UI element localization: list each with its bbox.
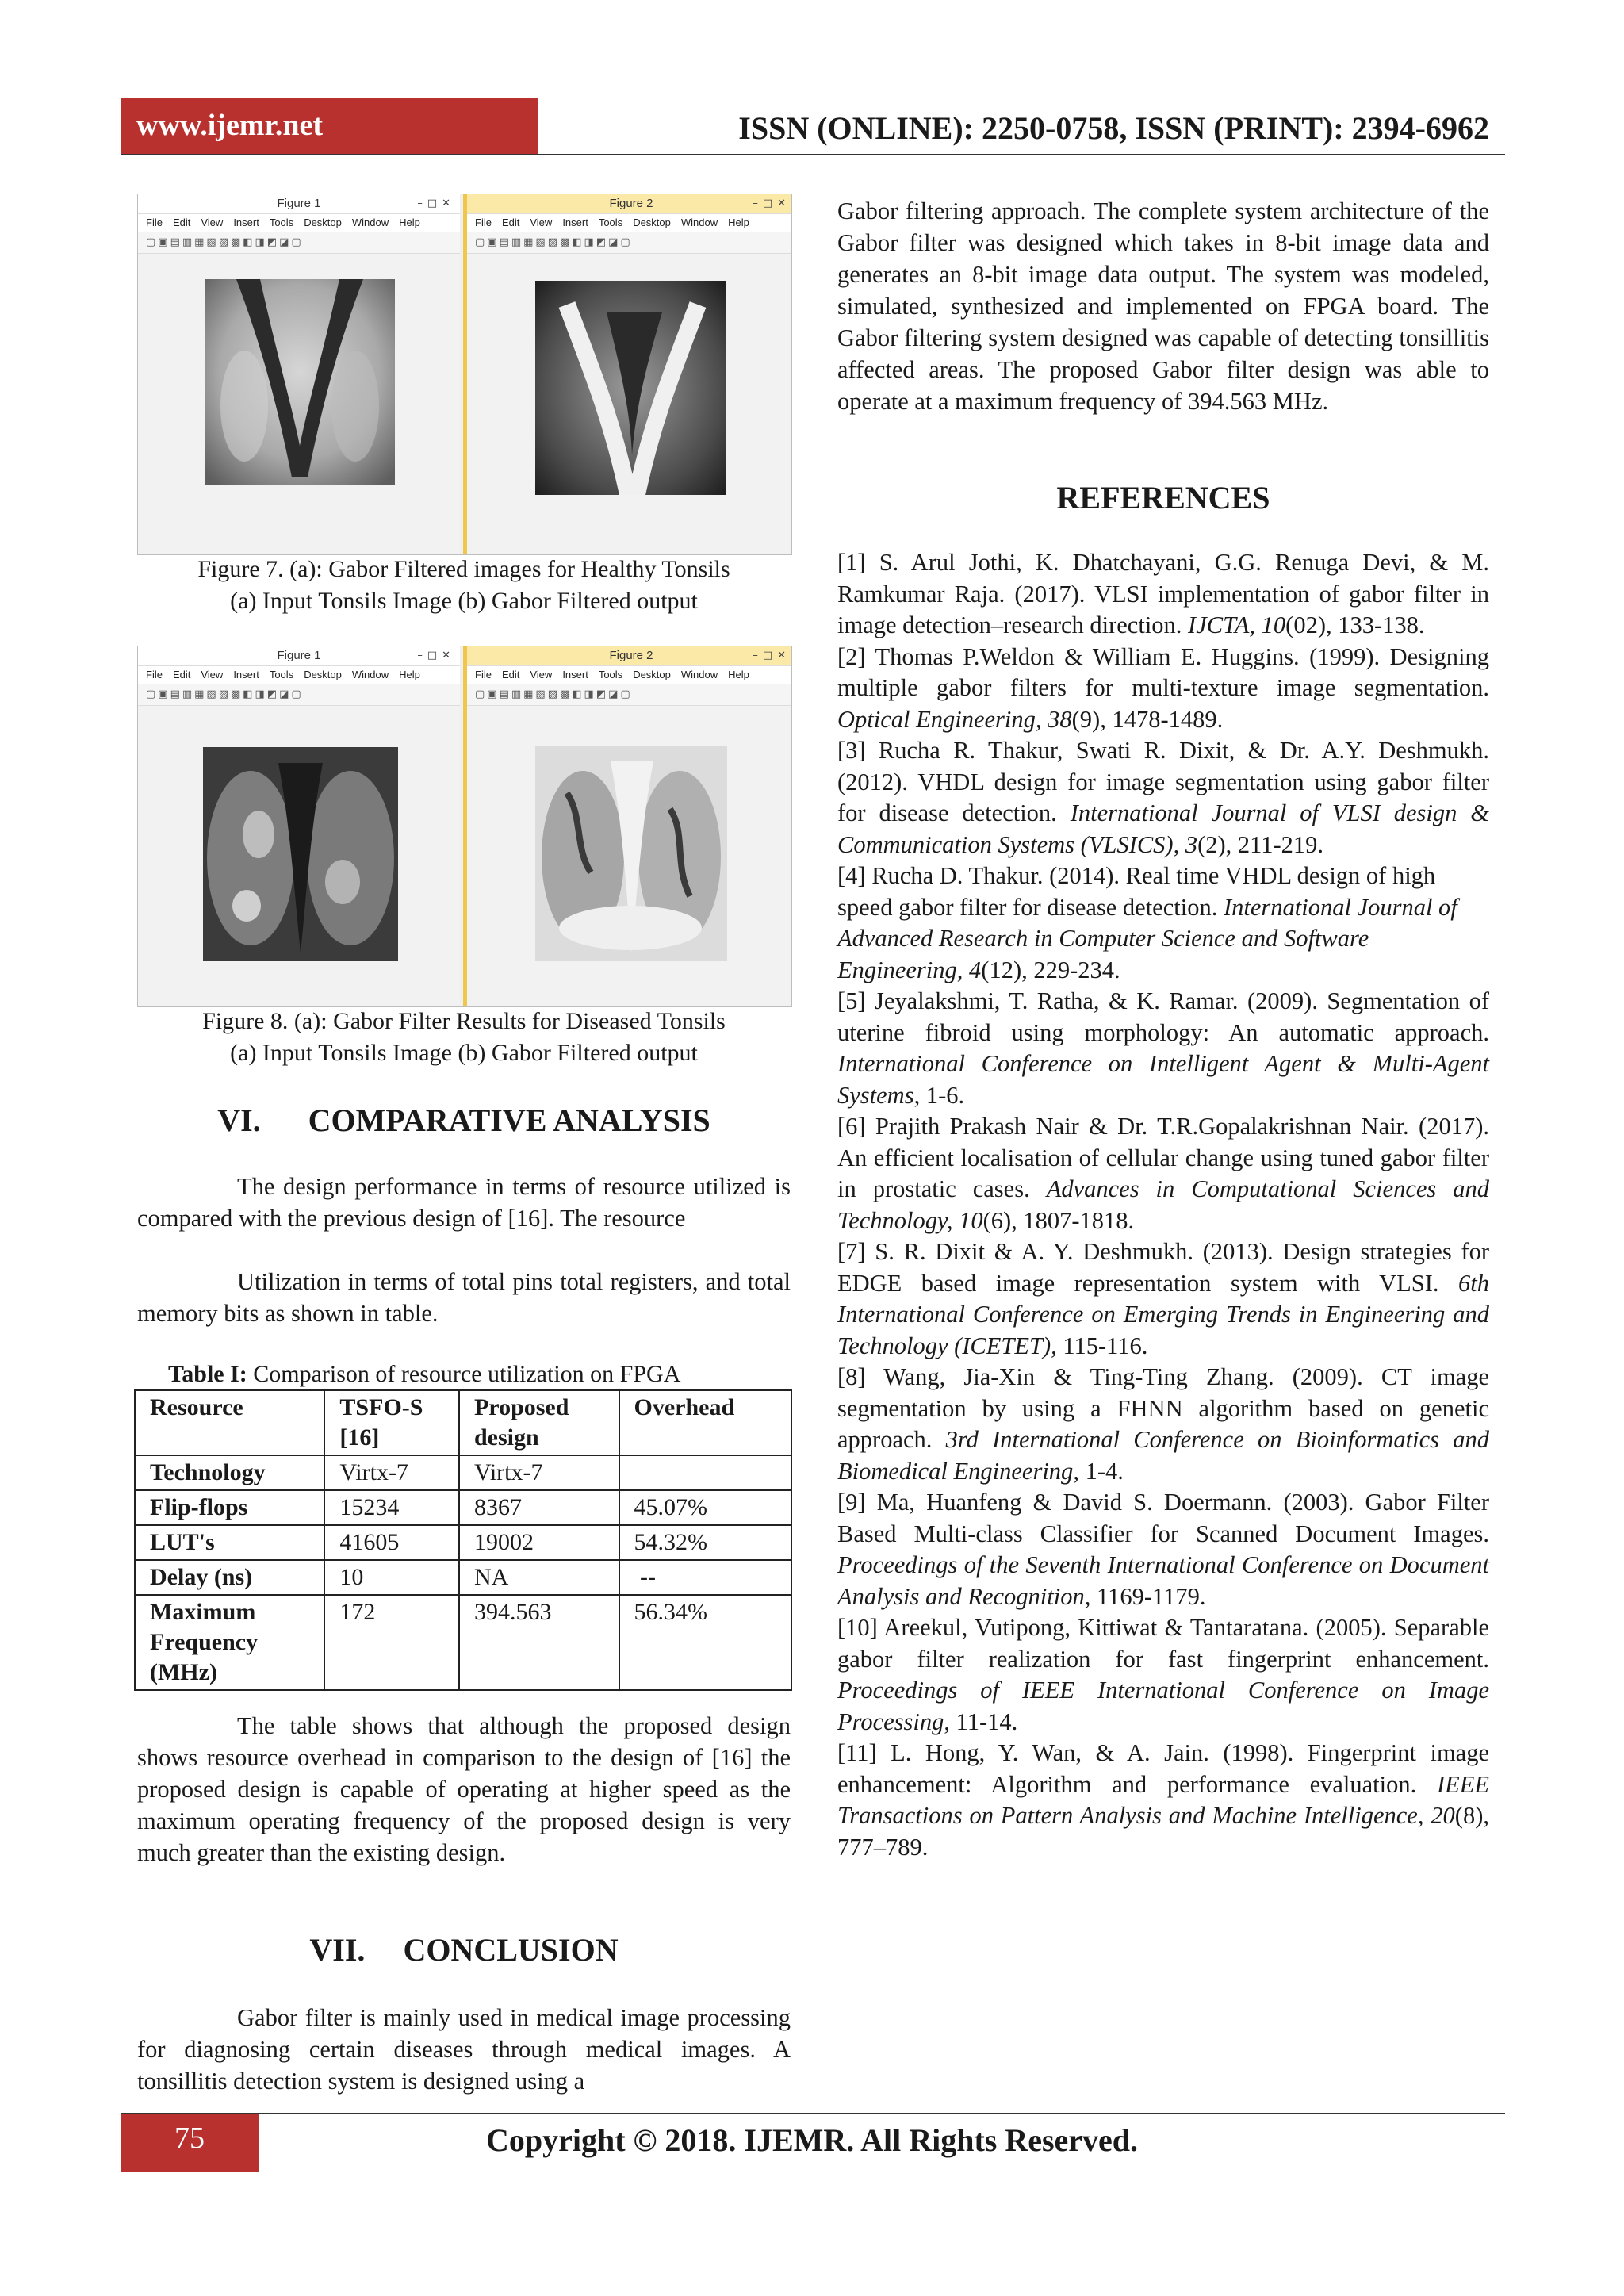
plot-area [467, 254, 792, 554]
reference-item [837, 1487, 1489, 1612]
window-title: Figure 2 [467, 194, 792, 214]
menu-insert: Insert [233, 217, 259, 228]
menu-tools: Tools [269, 217, 294, 228]
ref-source: Proceedings of IEEE International Conference on Image Processing [837, 1677, 1489, 1735]
ref-source: Advances in Computational Sciences and Technology, 10 [837, 1175, 1490, 1234]
ref-pages: (02), 133-138. [1285, 611, 1425, 638]
window-title: Figure 2 [467, 646, 792, 666]
ref-text: [7] S. R. Dixit & A. Y. Deshmukh. (2013). Design strategies for EDGE based image representation system with VLSI. [837, 1238, 1489, 1297]
caption-line: Figure 8. (a): Gabor Filter Results for Diseased Tonsils [202, 1008, 726, 1034]
issn-text: ISSN (ONLINE): 2250-0758, ISSN (PRINT): 2394-6962 [738, 110, 1489, 146]
menu-view: View [530, 669, 553, 680]
table-cell: -- [619, 1560, 791, 1595]
table-label: Table I: [168, 1361, 247, 1387]
healthy-tonsils-input-image [205, 279, 395, 485]
section-6-paragraph: Utilization in terms of total pins total registers, and total memory bits as shown in table. [137, 1268, 791, 1327]
table-cell: 19002 [459, 1525, 619, 1560]
caption-line: (a) Input Tonsils Image (b) Gabor Filtered output [230, 588, 698, 614]
ref-pages: 1169-1179. [1090, 1582, 1206, 1610]
ref-pages: , 11-14. [944, 1708, 1018, 1735]
references-list [837, 547, 1489, 1863]
table-cell: 8367 [459, 1490, 619, 1525]
ref-pages: (6), 1807-1818. [982, 1206, 1135, 1234]
menu-edit: Edit [501, 669, 520, 680]
plot-area [138, 706, 460, 1006]
ref-text: [11] L. Hong, Y. Wan, & A. Jain. (1998). Fingerprint image enhancement: Algorithm and performance evaluation. [837, 1739, 1489, 1798]
ref-source: Proceedings of the Seventh International Conference on Document Analysis and Recognition, [837, 1551, 1489, 1610]
window-controls-icon: –□✕ [417, 650, 455, 661]
menu-desktop: Desktop [304, 217, 342, 228]
figure-window-2 [463, 194, 792, 554]
menu-edit: Edit [501, 217, 520, 228]
ref-source: Optical Engineering, 38 [837, 705, 1072, 733]
healthy-tonsils-gabor-output [535, 281, 726, 495]
reference-item [837, 1236, 1489, 1362]
table-header-cell: Overhead [619, 1390, 791, 1455]
menu-tools: Tools [598, 217, 623, 228]
table-header-row [135, 1390, 791, 1455]
table-header-cell: Resource [135, 1390, 324, 1455]
header-rule [121, 154, 1505, 155]
ref-text: [6] Prajith Prakash Nair & Dr. T.R.Gopalakrishnan Nair. (2017). An efficient localisation of cellular change using tuned gabor filter in prostatic cases. [837, 1113, 1489, 1202]
menu-desktop: Desktop [633, 217, 671, 228]
resource-table [134, 1389, 792, 1691]
menu-file: File [475, 669, 492, 680]
conclusion-paragraph-left: Gabor filter is mainly used in medical image processing for diagnosing certain diseases through medical images. A tonsillitis detection system is designed using a [137, 2004, 791, 2095]
ref-pages: , 1-4. [1073, 1457, 1124, 1485]
menu-file: File [146, 217, 163, 228]
section-number: VI. [217, 1102, 261, 1138]
table-cell: Virtx-7 [459, 1455, 619, 1490]
ref-pages: (2), 211-219. [1197, 830, 1324, 858]
table-header-cell: Proposed design [459, 1390, 619, 1455]
ref-source: IEEE Transactions on Pattern Analysis and Machine Intelligence, 20 [837, 1770, 1489, 1829]
window-title: Figure 1 [138, 194, 460, 214]
reference-item [837, 735, 1489, 861]
menu-help: Help [728, 669, 749, 680]
figure-8-screenshot [137, 646, 792, 1007]
ref-text: [5] Jeyalakshmi, T. Ratha, & K. Ramar. (2009). Segmentation of uterine fibroid using morphology: An automatic approach. [837, 987, 1489, 1046]
table-cell: 45.07% [619, 1490, 791, 1525]
reference-item [837, 986, 1489, 1111]
menu-desktop: Desktop [633, 669, 671, 680]
ref-pages: (8), 777–789. [837, 1802, 1489, 1861]
table-cell: NA [459, 1560, 619, 1595]
ref-pages: 115-116. [1056, 1332, 1148, 1359]
table-row [135, 1490, 791, 1525]
menu-insert: Insert [233, 669, 259, 680]
copyright-notice: Copyright © 2018. IJEMR. All Rights Reserved. [485, 2122, 1139, 2158]
menu-desktop: Desktop [304, 669, 342, 680]
menu-help: Help [399, 669, 420, 680]
menu-tools: Tools [598, 669, 623, 680]
figure-toolbar-icons: ▢▣▤▥▦▧▨▩◧◨◩◪▢ [467, 684, 792, 706]
table-caption [168, 1361, 680, 1388]
menu-help: Help [728, 217, 749, 228]
menu-window: Window [680, 217, 718, 228]
menu-view: View [530, 217, 553, 228]
table-cell: LUT's [135, 1525, 324, 1560]
reference-item [837, 861, 1489, 986]
figure-menu-bar [467, 665, 792, 684]
window-controls-icon: –□✕ [753, 197, 791, 209]
ref-source: International Journal of VLSI design & Communication Systems (VLSICS), 3 [837, 799, 1489, 858]
table-cell: Maximum Frequency (MHz) [135, 1595, 324, 1690]
figure-window-2 [463, 646, 792, 1006]
figure-menu-bar [467, 213, 792, 232]
menu-insert: Insert [562, 669, 588, 680]
figure-window-1 [138, 646, 460, 1006]
menu-file: File [146, 669, 163, 680]
table-row [135, 1455, 791, 1490]
site-url[interactable]: www.ijemr.net [136, 109, 323, 142]
ref-text: [2] Thomas P.Weldon & William E. Huggins. (1999). Designing multiple gabor filters for multi-texture image segmentation. [837, 642, 1489, 701]
menu-view: View [201, 669, 224, 680]
caption-line: (a) Input Tonsils Image (b) Gabor Filtered output [230, 1040, 698, 1066]
table-cell: 41605 [324, 1525, 459, 1560]
table-cell: 54.32% [619, 1525, 791, 1560]
menu-view: View [201, 217, 224, 228]
table-cell: 394.563 [459, 1595, 619, 1690]
plot-area [467, 706, 792, 1006]
ref-pages: (9), 1478-1489. [1071, 705, 1224, 733]
section-number: VII. [309, 1932, 366, 1968]
conclusion-paragraph-right: Gabor filtering approach. The complete system architecture of the Gabor filter was designed which takes in 8-bit image data and generates an 8-bit image data output. The system was modeled, simulated, synthesized and implemented on FPGA board. The Gabor filtering system designed was capable of detecting tonsillitis affected areas. The proposed Gabor filter design was able to operate at a maximum frequency of 394.563 MHz. [837, 197, 1489, 415]
table-row [135, 1525, 791, 1560]
figure-menu-bar [138, 665, 460, 684]
menu-window: Window [680, 669, 718, 680]
table-cell: Delay (ns) [135, 1560, 324, 1595]
table-cell: Technology [135, 1455, 324, 1490]
table-cell: 10 [324, 1560, 459, 1595]
menu-edit: Edit [172, 669, 191, 680]
ref-pages: , 1-6. [914, 1081, 965, 1109]
window-title: Figure 1 [138, 646, 460, 666]
table-cell: 15234 [324, 1490, 459, 1525]
table-row [135, 1560, 791, 1595]
ref-text: [1] S. Arul Jothi, K. Dhatchayani, G.G. Renuga Devi, & M. Ramkumar Raja. (2017). VLSI implementation of gabor filter in image detection–research direction. [837, 549, 1489, 638]
references-heading: REFERENCES [1056, 480, 1270, 516]
figure-window-1 [138, 194, 460, 554]
page-number: 75 [174, 2122, 205, 2155]
reference-item [837, 1362, 1489, 1487]
figure-7-caption [137, 554, 791, 617]
diseased-tonsils-input-image [203, 747, 398, 961]
section-title: COMPARATIVE ANALYSIS [308, 1102, 710, 1138]
ref-text: [8] Wang, Jia-Xin & Ting-Ting Zhang. (2009). CT image segmentation by using a FHNN algorithm based on genetic approach. [837, 1363, 1489, 1453]
menu-window: Window [351, 217, 389, 228]
figure-7-screenshot [137, 194, 792, 555]
ref-pages: (12), 229-234. [981, 956, 1120, 983]
section-6-discussion: The table shows that although the proposed design shows resource overhead in comparison to the design of [16] the proposed design is capable of operating at higher speed as the maximum operating frequency of the proposed design is very much greater than the existing design. [137, 1712, 791, 1866]
plot-area [138, 254, 460, 554]
figure-toolbar-icons: ▢▣▤▥▦▧▨▩◧◨◩◪▢ [138, 232, 460, 254]
menu-tools: Tools [269, 669, 294, 680]
window-controls-icon: –□✕ [753, 650, 791, 661]
section-title: CONCLUSION [403, 1932, 619, 1968]
window-controls-icon: –□✕ [417, 197, 455, 209]
reference-item [837, 547, 1489, 642]
figure-8-caption [137, 1006, 791, 1069]
table-cell: 172 [324, 1595, 459, 1690]
section-7-heading [137, 1931, 791, 1968]
ref-source: International Journal of Advanced Research in Computer Science and Software Engineering, 4 [837, 893, 1457, 983]
table-row [135, 1595, 791, 1690]
table-cell: 56.34% [619, 1595, 791, 1690]
diseased-tonsils-gabor-output [535, 746, 727, 961]
menu-file: File [475, 217, 492, 228]
table-caption-text: Comparison of resource utilization on FPGA [247, 1361, 681, 1387]
figure-toolbar-icons: ▢▣▤▥▦▧▨▩◧◨◩◪▢ [138, 684, 460, 706]
ref-source: IJCTA, 10 [1188, 611, 1286, 638]
ref-text: [3] Rucha R. Thakur, Swati R. Dixit, & Dr. A.Y. Deshmukh. (2012). VHDL design for image segmentation using gabor filter for disease detection. [837, 737, 1489, 826]
figure-menu-bar [138, 213, 460, 232]
menu-insert: Insert [562, 217, 588, 228]
table-header-cell: TSFO-S [16] [324, 1390, 459, 1455]
reference-item [837, 1111, 1489, 1236]
table-cell: Virtx-7 [324, 1455, 459, 1490]
reference-item [837, 1738, 1489, 1863]
figure-toolbar-icons: ▢▣▤▥▦▧▨▩◧◨◩◪▢ [467, 232, 792, 254]
caption-line: Figure 7. (a): Gabor Filtered images for Healthy Tonsils [197, 556, 730, 582]
section-6-paragraph: The design performance in terms of resource utilized is compared with the previous design of [16]. The resource [137, 1173, 791, 1232]
footer-rule [121, 2113, 1505, 2114]
section-6-heading [137, 1102, 791, 1139]
menu-help: Help [399, 217, 420, 228]
ref-text: [9] Ma, Huanfeng & David S. Doermann. (2003). Gabor Filter Based Multi-class Classifier for Scanned Document Images. [837, 1489, 1489, 1547]
table-cell [619, 1455, 791, 1490]
ref-text: [4] Rucha D. Thakur. (2014). Real time VHDL design of high speed gabor filter for disease detection. [837, 862, 1436, 921]
reference-item [837, 1612, 1489, 1738]
ref-source: 3rd International Conference on Bioinformatics and Biomedical Engineering [837, 1426, 1490, 1485]
reference-item [837, 642, 1489, 736]
ref-source: International Conference on Intelligent Agent & Multi-Agent Systems [837, 1050, 1489, 1109]
ref-source: 6th International Conference on Emerging Trends in Engineering and Technology (ICETET), [837, 1269, 1489, 1359]
menu-window: Window [351, 669, 389, 680]
table-cell: Flip-flops [135, 1490, 324, 1525]
menu-edit: Edit [172, 217, 191, 228]
ref-text: [10] Areekul, Vutipong, Kittiwat & Tantaratana. (2005). Separable gabor filter realization for fast fingerprint enhancement. [837, 1614, 1489, 1673]
